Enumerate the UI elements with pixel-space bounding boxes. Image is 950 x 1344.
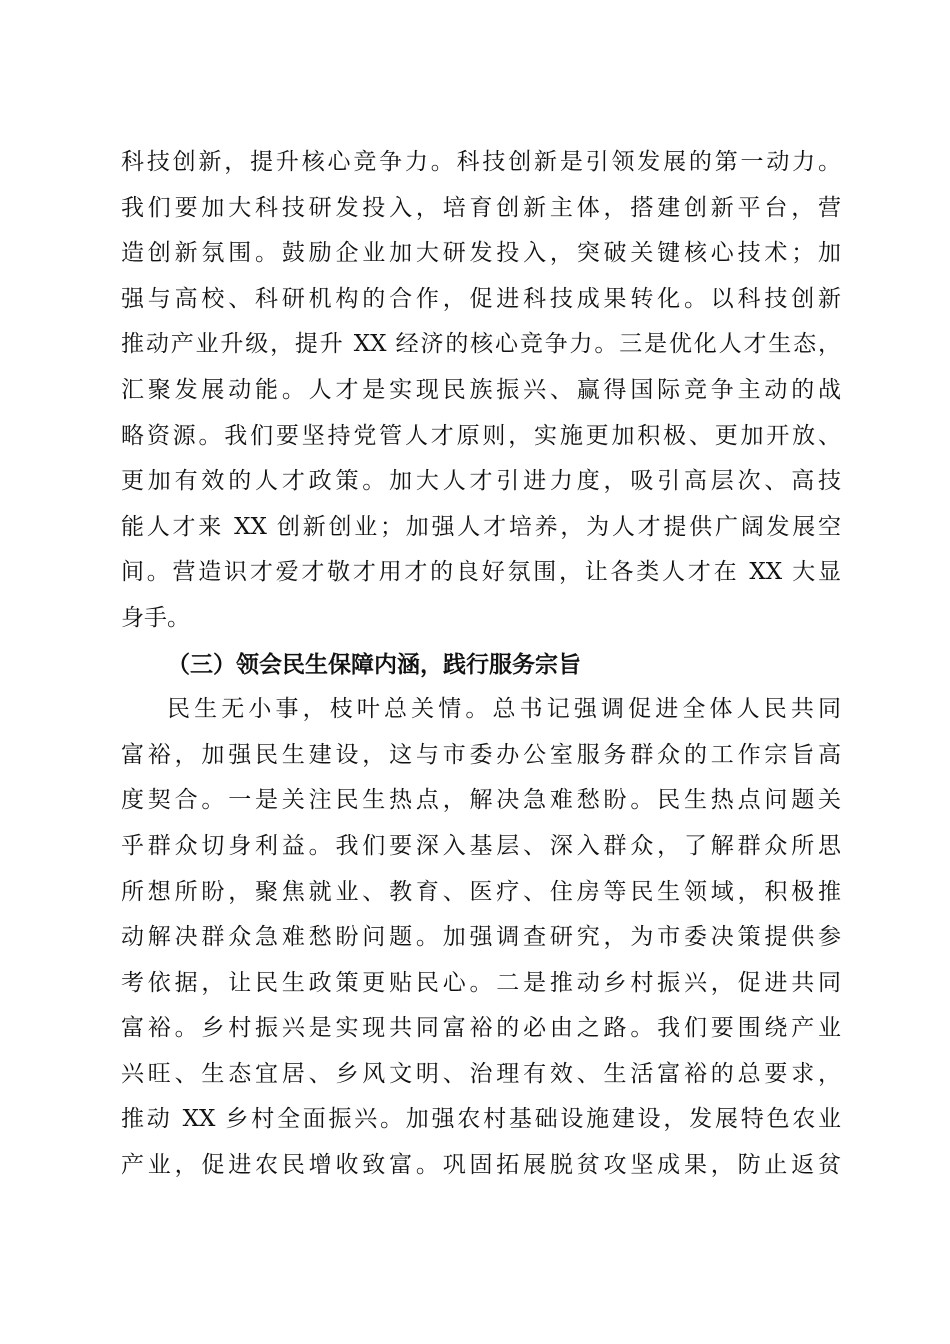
section-heading: （三）领会民生保障内涵，践行服务宗旨 — [167, 650, 581, 678]
paragraph-talent-innovation — [121, 140, 841, 642]
text-line: 富裕，加强民生建设，这与市委办公室服务群众的工作宗旨高 — [121, 741, 841, 768]
text-line: 乎群众切身利益。我们要深入基层、深入群众，了解群众所思 — [121, 832, 841, 859]
text-line: 更加有效的人才政策。加大人才引进力度，吸引高层次、高技 — [121, 468, 841, 495]
text-line: 推动 XX 乡村全面振兴。加强农村基础设施建设，发展特色农业 — [121, 1106, 841, 1133]
text-line: 所想所盼，聚焦就业、教育、医疗、住房等民生领域，积极推 — [121, 878, 841, 905]
text-line: 兴旺、生态宜居、乡风文明、治理有效、生活富裕的总要求， — [121, 1060, 841, 1087]
text-line: 考依据，让民生政策更贴民心。二是推动乡村振兴，促进共同 — [121, 969, 841, 996]
text-line: 产业，促进农民增收致富。巩固拓展脱贫攻坚成果，防止返贫 — [121, 1152, 841, 1179]
text-line: 科技创新，提升核心竞争力。科技创新是引领发展的第一动力。 — [121, 149, 841, 175]
text-line: 民生无小事，枝叶总关情。总书记强调促进全体人民共同 — [167, 696, 841, 723]
text-line: 汇聚发展动能。人才是实现民族振兴、赢得国际竞争主动的战 — [121, 376, 841, 403]
text-line: 度契合。一是关注民生热点，解决急难愁盼。民生热点问题关 — [121, 787, 841, 814]
text-line: 略资源。我们要坚持党管人才原则，实施更加积极、更加开放、 — [121, 422, 841, 449]
text-line: 富裕。乡村振兴是实现共同富裕的必由之路。我们要围绕产业 — [121, 1015, 841, 1042]
text-line: 推动产业升级，提升 XX 经济的核心竞争力。三是优化人才生态， — [121, 331, 841, 358]
text-line: 身手。 — [121, 604, 190, 631]
text-line: 间。营造识才爱才敬才用才的良好氛围，让各类人才在 XX 大显 — [121, 559, 841, 586]
text-line: 造创新氛围。鼓励企业加大研发投入，突破关键核心技术；加 — [121, 240, 841, 267]
text-line: 我们要加大科技研发投入，培育创新主体，搭建创新平台，营 — [121, 194, 841, 221]
text-line: 动解决群众急难愁盼问题。加强调查研究，为市委决策提供参 — [121, 924, 841, 951]
document-body — [121, 140, 841, 1189]
text-line: 能人才来 XX 创新创业；加强人才培养，为人才提供广阔发展空 — [121, 513, 841, 540]
text-line: 强与高校、科研机构的合作，促进科技成果转化。以科技创新 — [121, 285, 841, 312]
paragraph-livelihood — [121, 687, 841, 1189]
